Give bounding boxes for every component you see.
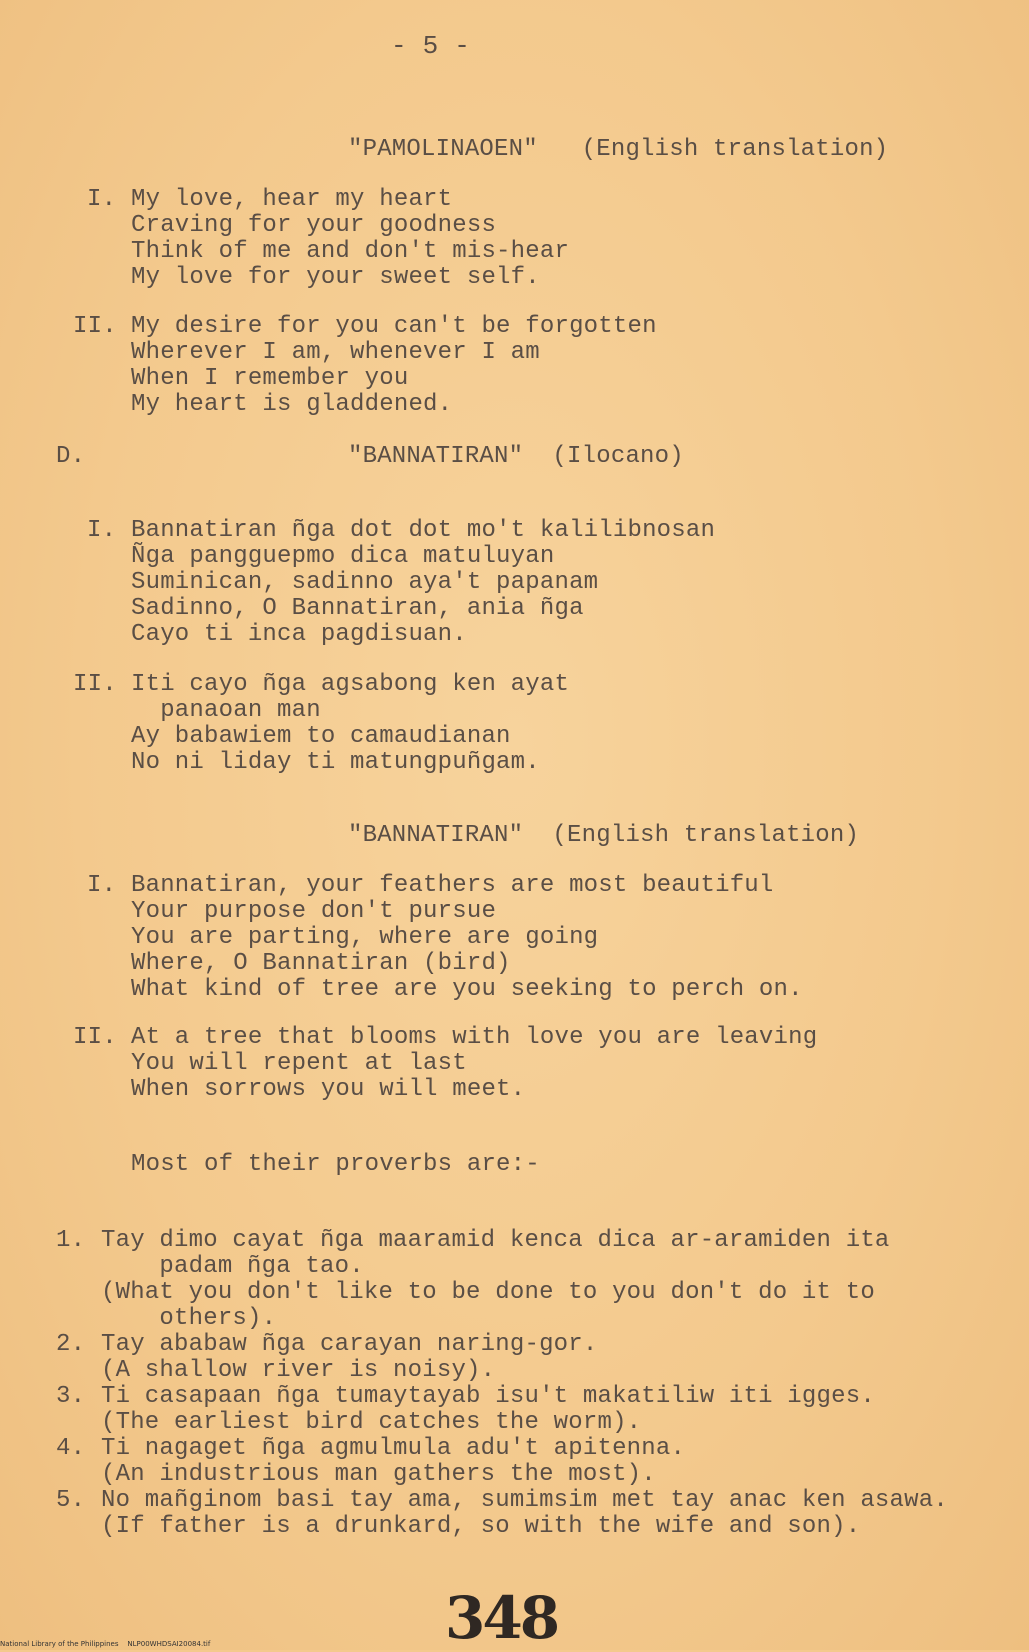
- proverbs-intro: Most of their proverbs are:-: [131, 1151, 540, 1178]
- footer-library: National Library of the Philippines: [0, 1640, 119, 1648]
- verse-line: My love for your sweet self.: [131, 264, 540, 291]
- verse-line: panaoan man: [131, 697, 321, 724]
- verse-line: Wherever I am, whenever I am: [131, 339, 540, 366]
- proverb-number: 5.: [56, 1487, 86, 1514]
- verse-line: Sadinno, O Bannatiran, ania ñga: [131, 595, 584, 622]
- verse-line: At a tree that blooms with love you are leaving: [131, 1024, 818, 1051]
- verse-line: My heart is gladdened.: [131, 391, 453, 418]
- verse-line: My desire for you can't be forgotten: [131, 313, 657, 340]
- verse-line: Iti cayo ñga agsabong ken ayat: [131, 671, 570, 698]
- verse-line: Ay babawiem to camaudianan: [131, 723, 511, 750]
- proverb-line: (If father is a drunkard, so with the wife and son).: [101, 1513, 861, 1540]
- verse-line: Your purpose don't pursue: [131, 898, 497, 925]
- verse-line: What kind of tree are you seeking to perch on.: [131, 976, 803, 1003]
- proverb-line: padam ñga tao.: [101, 1253, 364, 1280]
- bannatiran-verse2-number: II.: [73, 671, 117, 698]
- proverb-number: 2.: [56, 1331, 86, 1358]
- proverb-line: others).: [101, 1305, 277, 1332]
- proverb-line: Tay ababaw ñga carayan naring-gor.: [101, 1331, 598, 1358]
- proverb-line: Ti casapaan ñga tumaytayab isu't makatiliw iti igges.: [101, 1383, 875, 1410]
- section-d-label: D.: [56, 443, 86, 470]
- footer: [0, 1640, 210, 1648]
- bannatiran-english-verse2-number: II.: [73, 1024, 117, 1051]
- proverb-number: 4.: [56, 1435, 86, 1462]
- proverb-line: (What you don't like to be done to you don't do it to: [101, 1279, 875, 1306]
- bannatiran-english-heading: "BANNATIRAN" (English translation): [348, 822, 860, 849]
- bannatiran-verse1-number: I.: [87, 517, 117, 544]
- proverb-line: (The earliest bird catches the worm).: [101, 1409, 642, 1436]
- verse-line: My love, hear my heart: [131, 186, 453, 213]
- verse-line: Ñga pangguepmo dica matuluyan: [131, 543, 555, 570]
- proverb-number: 3.: [56, 1383, 86, 1410]
- verse-line: Cayo ti inca pagdisuan.: [131, 621, 467, 648]
- pamolinaoen-verse1-number: I.: [87, 186, 117, 213]
- verse-line: Bannatiran, your feathers are most beautiful: [131, 872, 774, 899]
- verse-line: Where, O Bannatiran (bird): [131, 950, 511, 977]
- proverb-line: (A shallow river is noisy).: [101, 1357, 496, 1384]
- page-number: - 5 -: [391, 31, 471, 61]
- proverb-line: Ti nagaget ñga agmulmula adu't apitenna.: [101, 1435, 686, 1462]
- pamolinaoen-heading: "PAMOLINAOEN" (English translation): [348, 136, 889, 163]
- footer-filename: NLP00WHDSAI20084.tif: [127, 1640, 211, 1648]
- proverb-line: (An industrious man gathers the most).: [101, 1461, 656, 1488]
- verse-line: Think of me and don't mis-hear: [131, 238, 570, 265]
- proverb-number: 1.: [56, 1227, 86, 1254]
- verse-line: You are parting, where are going: [131, 924, 599, 951]
- verse-line: When sorrows you will meet.: [131, 1076, 526, 1103]
- verse-line: Craving for your goodness: [131, 212, 497, 239]
- verse-line: You will repent at last: [131, 1050, 467, 1077]
- handwritten-page-number: 348: [445, 1584, 558, 1652]
- verse-line: Bannatiran ñga dot dot mo't kalilibnosan: [131, 517, 716, 544]
- verse-line: Suminican, sadinno aya't papanam: [131, 569, 599, 596]
- bannatiran-english-verse1-number: I.: [87, 872, 117, 899]
- proverb-line: Tay dimo cayat ñga maaramid kenca dica ar-aramiden ita: [101, 1227, 890, 1254]
- verse-line: No ni liday ti matungpuñgam.: [131, 749, 540, 776]
- proverb-line: No mañginom basi tay ama, sumimsim met tay anac ken asawa.: [101, 1487, 948, 1514]
- pamolinaoen-verse2-number: II.: [73, 313, 117, 340]
- verse-line: When I remember you: [131, 365, 409, 392]
- bannatiran-ilocano-heading: "BANNATIRAN" (Ilocano): [348, 443, 684, 470]
